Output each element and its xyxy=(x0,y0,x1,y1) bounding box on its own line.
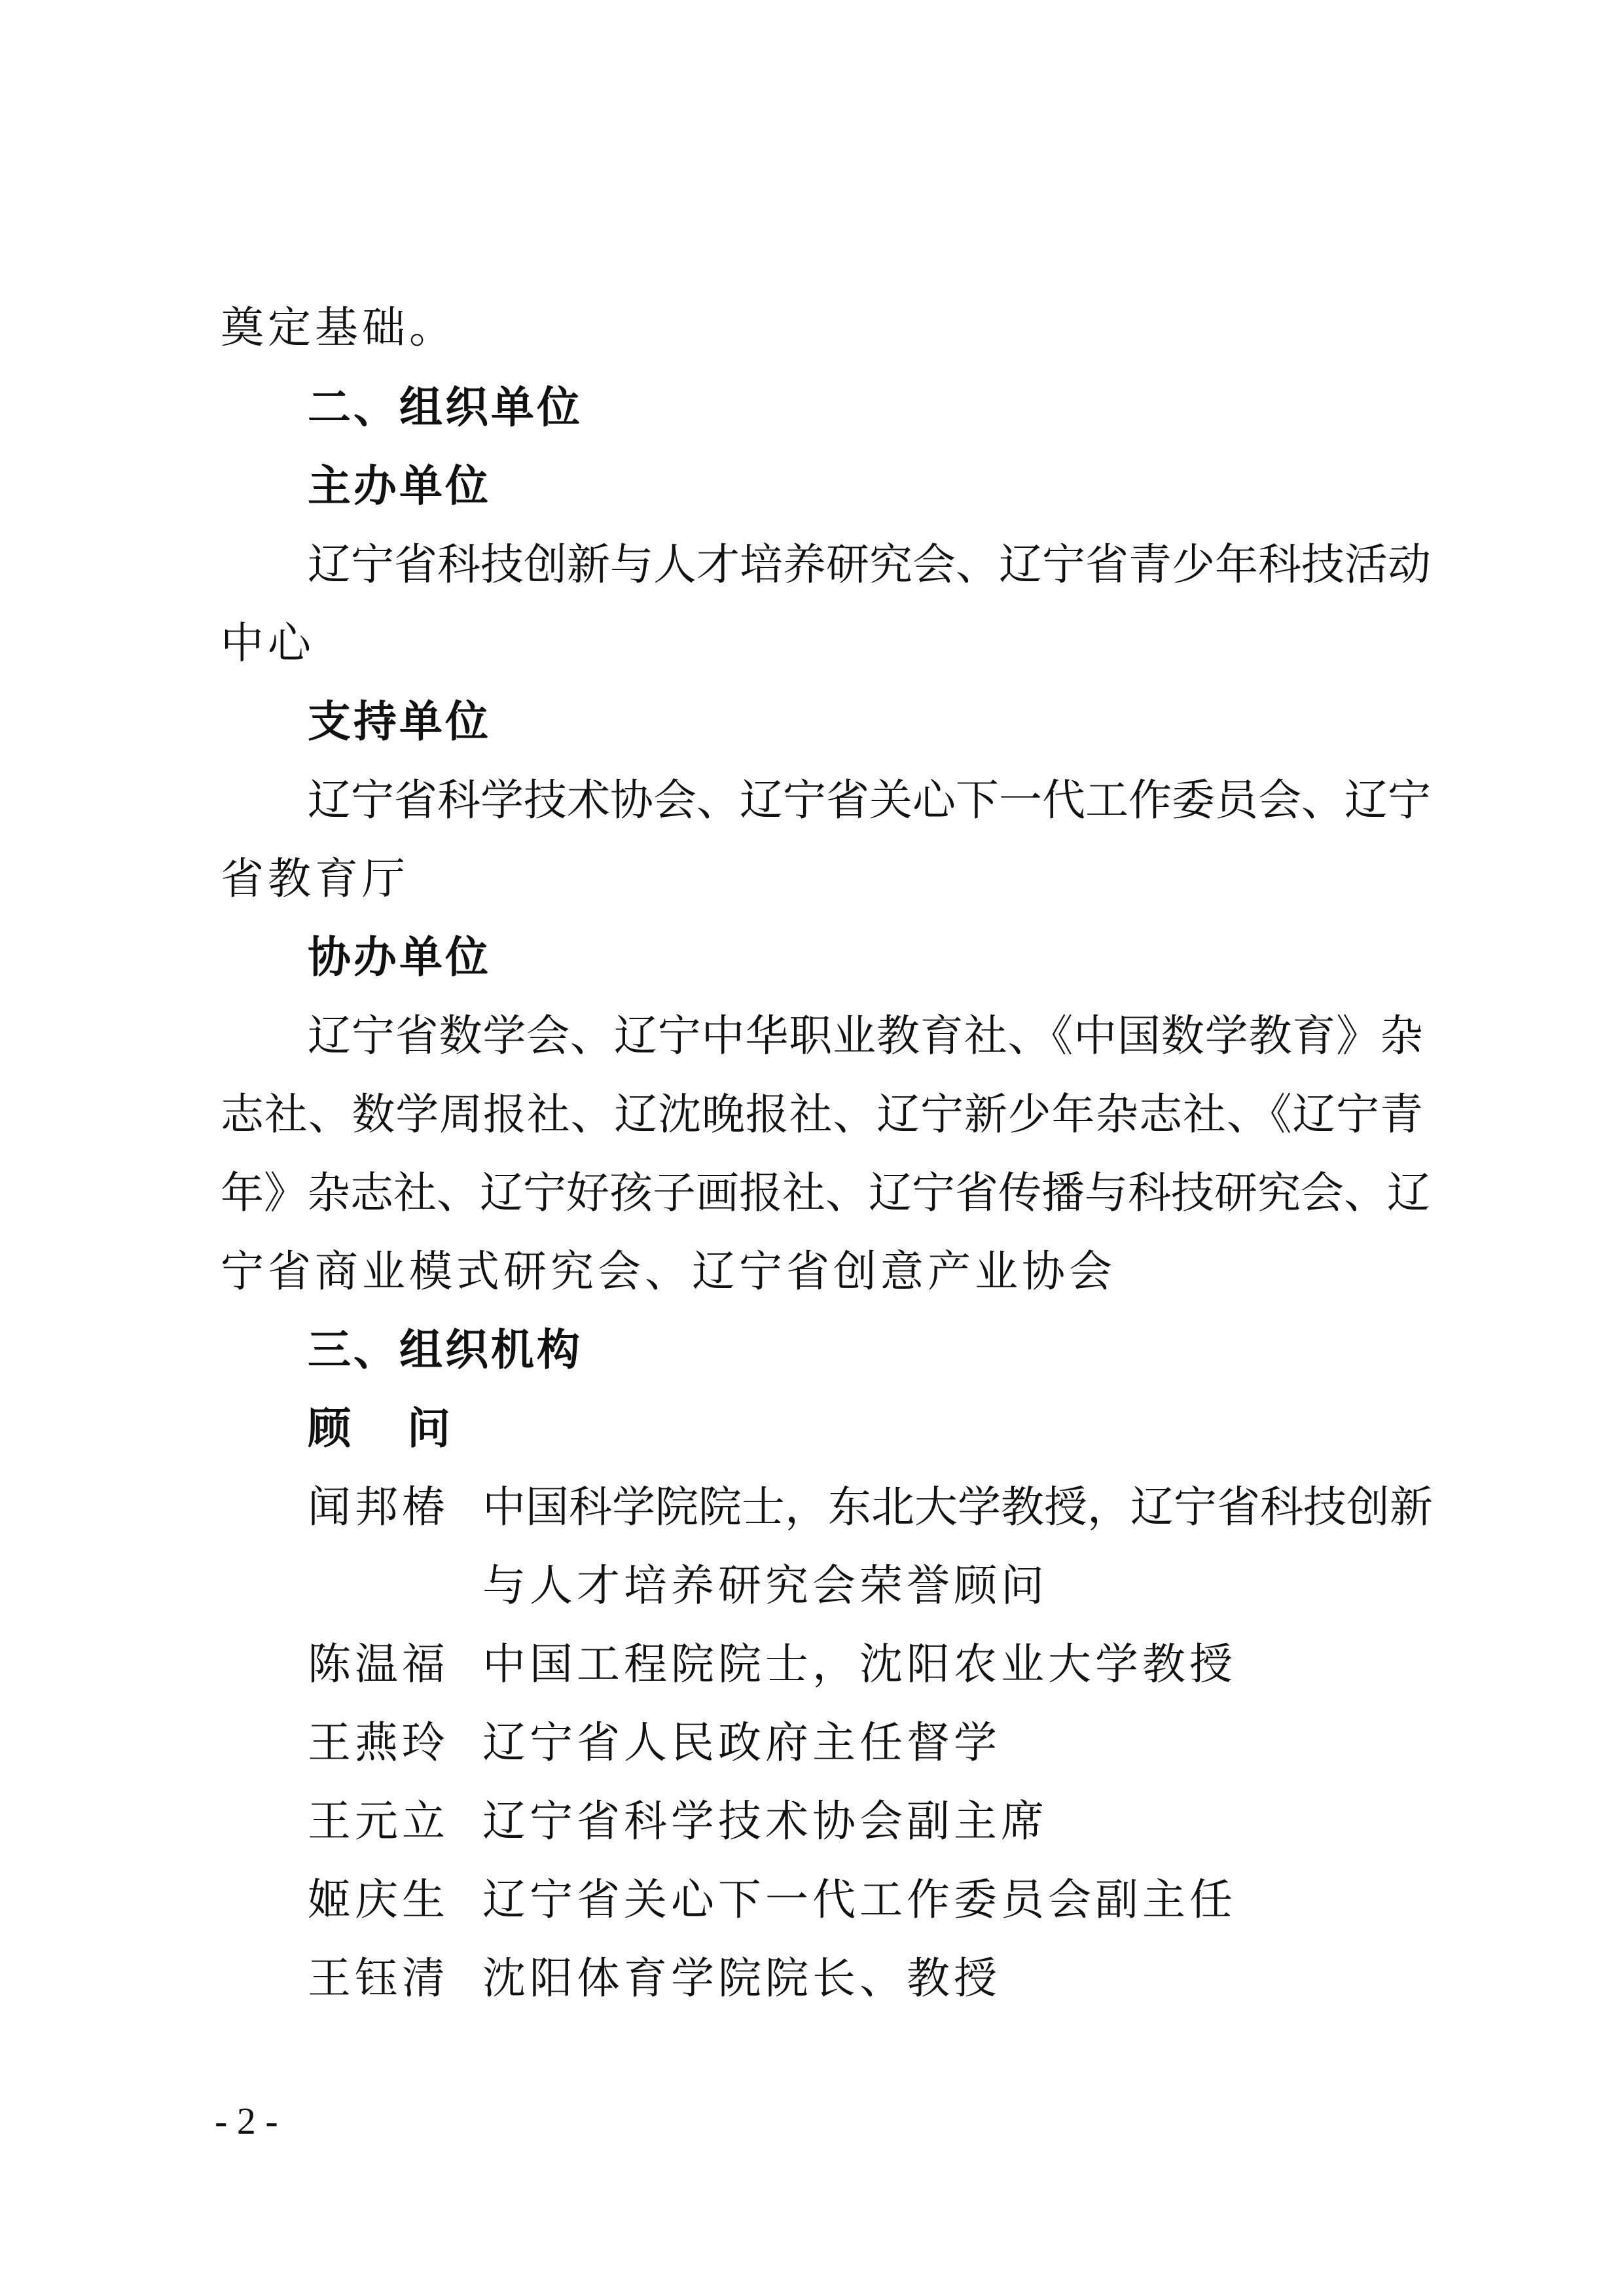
advisor-title: 辽宁省关心下一代工作委员会副主任 xyxy=(482,1874,1236,1925)
advisor-title: 辽宁省人民政府主任督学 xyxy=(482,1717,1001,1768)
subsection-heading: 支持单位 xyxy=(308,696,491,747)
paragraph-line: 辽宁省数学会、辽宁中华职业教育社、《中国数学教育》杂 xyxy=(308,1011,1423,1061)
advisor-name: 王钰清 xyxy=(308,1953,449,2003)
section-heading: 二、组织单位 xyxy=(308,382,583,433)
advisor-name: 王燕玲 xyxy=(308,1717,449,1768)
subsection-heading: 顾 问 xyxy=(308,1403,457,1454)
advisor-name: 姬庆生 xyxy=(308,1874,449,1925)
paragraph-line: 志社、数学周报社、辽沈晚报社、辽宁新少年杂志社、《辽宁青 xyxy=(221,1089,1423,1139)
advisor-title: 沈阳体育学院院长、教授 xyxy=(482,1953,1001,2003)
advisor-name: 王元立 xyxy=(308,1796,449,1846)
advisor-name: 陈温福 xyxy=(308,1639,449,1689)
paragraph-line: 奠定基础。 xyxy=(221,302,456,353)
paragraph-line: 省教育厅 xyxy=(221,853,409,904)
advisor-title: 中国科学院院士，东北大学教授，辽宁省科技创新 xyxy=(482,1482,1433,1532)
advisor-title: 与人才培养研究会荣誉顾问 xyxy=(482,1560,1048,1611)
advisor-title: 辽宁省科学技术协会副主席 xyxy=(482,1796,1048,1846)
section-heading: 三、组织机构 xyxy=(308,1325,583,1375)
paragraph-line: 年》杂志社、辽宁好孩子画报社、辽宁省传播与科技研究会、辽 xyxy=(221,1168,1430,1218)
page-number: - 2 - xyxy=(215,2100,278,2142)
advisor-title: 中国工程院院士，沈阳农业大学教授 xyxy=(482,1639,1236,1689)
paragraph-line: 宁省商业模式研究会、辽宁省创意产业协会 xyxy=(221,1246,1116,1297)
paragraph-line: 中心 xyxy=(221,618,315,668)
subsection-heading: 主办单位 xyxy=(308,461,491,511)
advisor-name: 闻邦椿 xyxy=(308,1482,449,1532)
paragraph-line: 辽宁省科技创新与人才培养研究会、辽宁省青少年科技活动 xyxy=(308,539,1431,590)
paragraph-line: 辽宁省科学技术协会、辽宁省关心下一代工作委员会、辽宁 xyxy=(308,775,1431,825)
subsection-heading: 协办单位 xyxy=(308,932,491,982)
